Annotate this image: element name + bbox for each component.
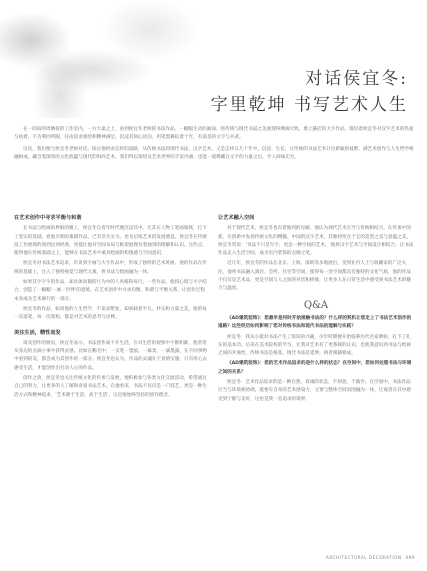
- qa-heading: Q&A: [303, 299, 329, 311]
- body-paragraph: 侯宜冬：艺术作品追求的是一种自然、真诚的状态，不刻意、不做作。在空间中，书法作品应当与环境相协调，既要有自身的艺术感染力，又要与整体空间氛围融为一体，让观者在其中感受到宁静与美好，这也是我一直追求的境界。: [218, 380, 411, 402]
- section-heading: 在艺术创作中寻求平衡与和谐: [14, 215, 82, 221]
- section-heading: 美注生活，精性而发: [14, 329, 61, 336]
- left-column: [14, 214, 208, 402]
- page-title-line2: 字里乾坤 书写艺术人生: [210, 95, 408, 115]
- body-paragraph: 侯宜冬：我从小就对书法产生了浓厚的兴趣，少年时期便开始临摹历代名家碑帖，打下了扎实的基本功。后来在美术院校的学习，让我对艺术有了更系统的认识，也使我意识到书法与绘画之间的共通性。传统书法是根基，现代书法是延伸，两者相辅相成。: [218, 334, 411, 357]
- interview-question: 《AD建筑装饰》：您最早是何时开始接触书法的？什么样的契机让您走上了书法艺术创作的道路？这些经历如何影响了您对传统书法和现代书法的理解与实践？: [218, 315, 412, 330]
- page-number: 099: [405, 555, 415, 560]
- body-paragraph: 侯宜冬对书法艺术追求，有说到字画与大字作品中，形成了独特的艺术风格、他的作品在传统的基础上，注入了独特视觉与现代元素，将书法与绘画融为一体。: [14, 261, 207, 275]
- page-title-line1: 对话侯宜冬:: [305, 69, 408, 89]
- body-paragraph: 在书法与绘画的界限的模上，侯宜冬自青年时代便沉浸其中。尤其在人物工笔画领域，打下了坚实的基础，看他早期的素描作品，已有非凡实力。也为后续艺术的发展奠基。侯宜冬在传统技工作展现的效到达到经典，更提让他对空间布局与框架展现有着独到的理解和认识。这些点，使得他在传统基础之上，能够在书法艺术中兼具绘画的构图感与空间意识，: [14, 226, 207, 257]
- body-paragraph: 对于现代艺术，侯宜冬也有着独到的见解，他认为现代艺术应当与传统相结合，在传承中创新，在创新中发扬传统文化的精髓。中国的汉字艺术，其独特性在于它的造型之美与意蕴之美，侯宜冬常说：'书法不只是写字，更是一种空间的艺术。'他将汉字艺术与空间设计相结合，让书法作品走入生活空间，成为室内装饰的点睛之笔。: [218, 226, 414, 257]
- body-paragraph: 谈及创作的源泉，侯宜冬表示，书法创作离不开生活，在对生活的观察中不断积累，他常常从身边的点滴小事中获得灵感。比如在鹅毛中，一支笔一墨痕。一幕景，一滴墨露，在不同事物中看到的美，都会成为其创作的一部分。侯宜冬也认为，作品的灵魂在于真情实感，只有用心去感受生活，才能创作出打动人心的作品。: [14, 340, 207, 371]
- interview-question: 《AD建筑装饰》：您的艺术作品追求的是什么样的状态？在空间中，您如何处理书法与环境之间的关系？: [218, 361, 412, 375]
- section-heading: 让艺术融入空间: [218, 215, 255, 221]
- intro-paragraph: 这次，我们便与侯宜冬老师对话，探讨他经由怎样的道路，从传统书法到现代书法、汉字艺术，又是怎样在几十年中，沉淀、生长，让传统的书法艺术开出新颖的枝繁，满艺术创作与人生哲学相融相成。藏含着深厚的文化底蕴与现代的时尚艺术，我们得以领悟及艺术世界的丰富内涵、也能一窥傅藏在文字的力量之后，令人回味无穷。: [14, 146, 414, 160]
- body-paragraph: 如果其字字字的作品，却具体而微的行为中的人风格和每行，一些作品，他将心境与大字结合，创造了一幅幅'一画一世界'的意境，在艺术创作中寻求均衡、和谐与平衡关系，让创作过程本身成为艺术修行的一部分。: [14, 280, 207, 302]
- magazine-name: ARCHITECTURAL DECORATION: [326, 555, 402, 560]
- intro-paragraph: 在一阴雨的周晒夜的工作室内，一方大桌之上，看到侯宜冬老师的书法作品，一幅幅生动的画面、将传统与现代书道之美展现得淋漓尽致。墙上悬挂的大字作品、都显着侯宜冬对汉字艺术的热爱与执着，不为利同所限，任由追求感悟和精神满足，沉浸其间心淡泊，用笔墨耕耘着十年，有道是的文字与兵武。: [14, 127, 414, 141]
- right-column: [218, 214, 414, 406]
- body-paragraph: 创作之余，侯宜冬也关注传统文化的传承与发展，他积极参与各类文化交流活动，希望通过自己的努力，让更多的人了解和喜爱书法艺术，在他看来，书法不仅仅是一门技艺，更是一种生活方式和精神追求，'艺术源于生活，高于生活'，这是他始终坚持的创作理念。: [14, 376, 207, 398]
- body-paragraph: 近几年，侯宜冬的作品在北京、上海、深圳等多地展出，受到业内人士与收藏家的广泛关注。他将书法融入酒店、会所、住宅等空间，使得每一处空间都具有独特的文化气质，他的作品不仅仅是艺术品，更是空间与人之间的对话和桥梁，让更多人在日常生活中感受到书法艺术的魅力与温度。: [218, 261, 411, 292]
- body-paragraph: 侯宜冬的作品，如同他的人生哲学，不追求繁复，却承载着平凡、朴实和力量之美，他的每一次落笔，每一次架构，都是对艺术的思考与诠释。: [14, 306, 207, 321]
- page-footer: [326, 555, 415, 560]
- intro-section: [14, 126, 414, 165]
